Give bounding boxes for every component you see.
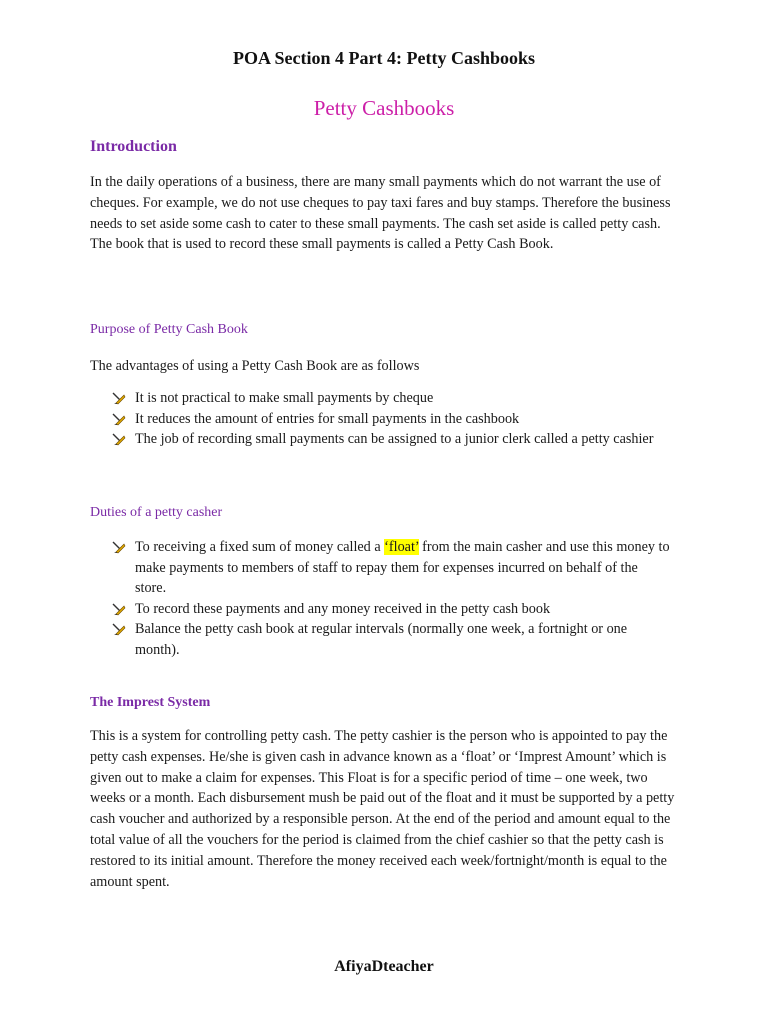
duties-item-text-before: To receiving a fixed sum of money called a [135, 539, 385, 555]
pen-bullet-icon [112, 412, 126, 426]
page-footer: AfiyaDteacher [334, 958, 434, 975]
introduction-heading: Introduction [90, 138, 177, 155]
main-heading: Petty Cashbooks [313, 96, 455, 120]
list-item [112, 537, 672, 599]
pen-bullet-icon [112, 540, 126, 554]
list-item [112, 619, 672, 660]
list-item [112, 599, 672, 620]
list-item [112, 388, 672, 409]
duties-list [112, 537, 672, 660]
duties-item-text: To record these payments and any money received in the petty cash book [135, 600, 551, 617]
duties-heading: Duties of a petty casher [90, 505, 223, 520]
duties-item-text: Balance the petty cash book at regular intervals (normally one week, a fortnight or one month). [135, 621, 628, 658]
float-highlight: ‘float’ [384, 539, 419, 555]
duties-item-text-after: from the main casher and use this money to make payments to members of staff to repay them for expenses incurred on behalf of the store. [135, 539, 670, 596]
pen-bullet-icon [112, 391, 126, 405]
pen-bullet-icon [112, 432, 126, 446]
pen-bullet-icon [112, 602, 126, 616]
pen-bullet-icon [112, 622, 126, 636]
purpose-item-text: It reduces the amount of entries for small payments in the cashbook [135, 410, 520, 427]
purpose-item-text: The job of recording small payments can be assigned to a junior clerk called a petty cashier [135, 431, 654, 447]
purpose-heading: Purpose of Petty Cash Book [90, 322, 248, 337]
imprest-paragraph: This is a system for controlling petty cash. The petty cashier is the person who is appointed to pay the petty cash expenses. He/she is given cash in advance known as a ‘float’ or ‘Imprest Amount’ which is given out to make a claim for expenses. This Float is for a specific period of time – one week, two weeks or a month. Each disbursement mush be paid out of the float and it must be supported by a petty cash voucher and authorized by a responsible person. At the end of the period and amount equal to the total value of all the vouchers for the period is claimed from the chief cashier so that the petty cash is restored to its initial amount. Therefore the money received each week/fortnight/month is equal to the amount spent. [90, 728, 675, 890]
purpose-lead: The advantages of using a Petty Cash Book are as follows [90, 358, 420, 374]
purpose-item-text: It is not practical to make small payments by cheque [135, 390, 434, 406]
introduction-paragraph: In the daily operations of a business, there are many small payments which do not warrant the use of cheques. For example, we do not use cheques to pay taxi fares and buy stamps. Therefore the business needs to set aside some cash to cater to these small payments. The cash set aside is called petty cash. The book that is used to record these small payments is called a Petty Cash Book. [90, 174, 671, 253]
list-item [112, 429, 672, 450]
purpose-list [112, 388, 672, 450]
imprest-heading: The Imprest System [90, 695, 211, 710]
list-item [112, 409, 672, 430]
document-title: POA Section 4 Part 4: Petty Cashbooks [233, 48, 535, 68]
